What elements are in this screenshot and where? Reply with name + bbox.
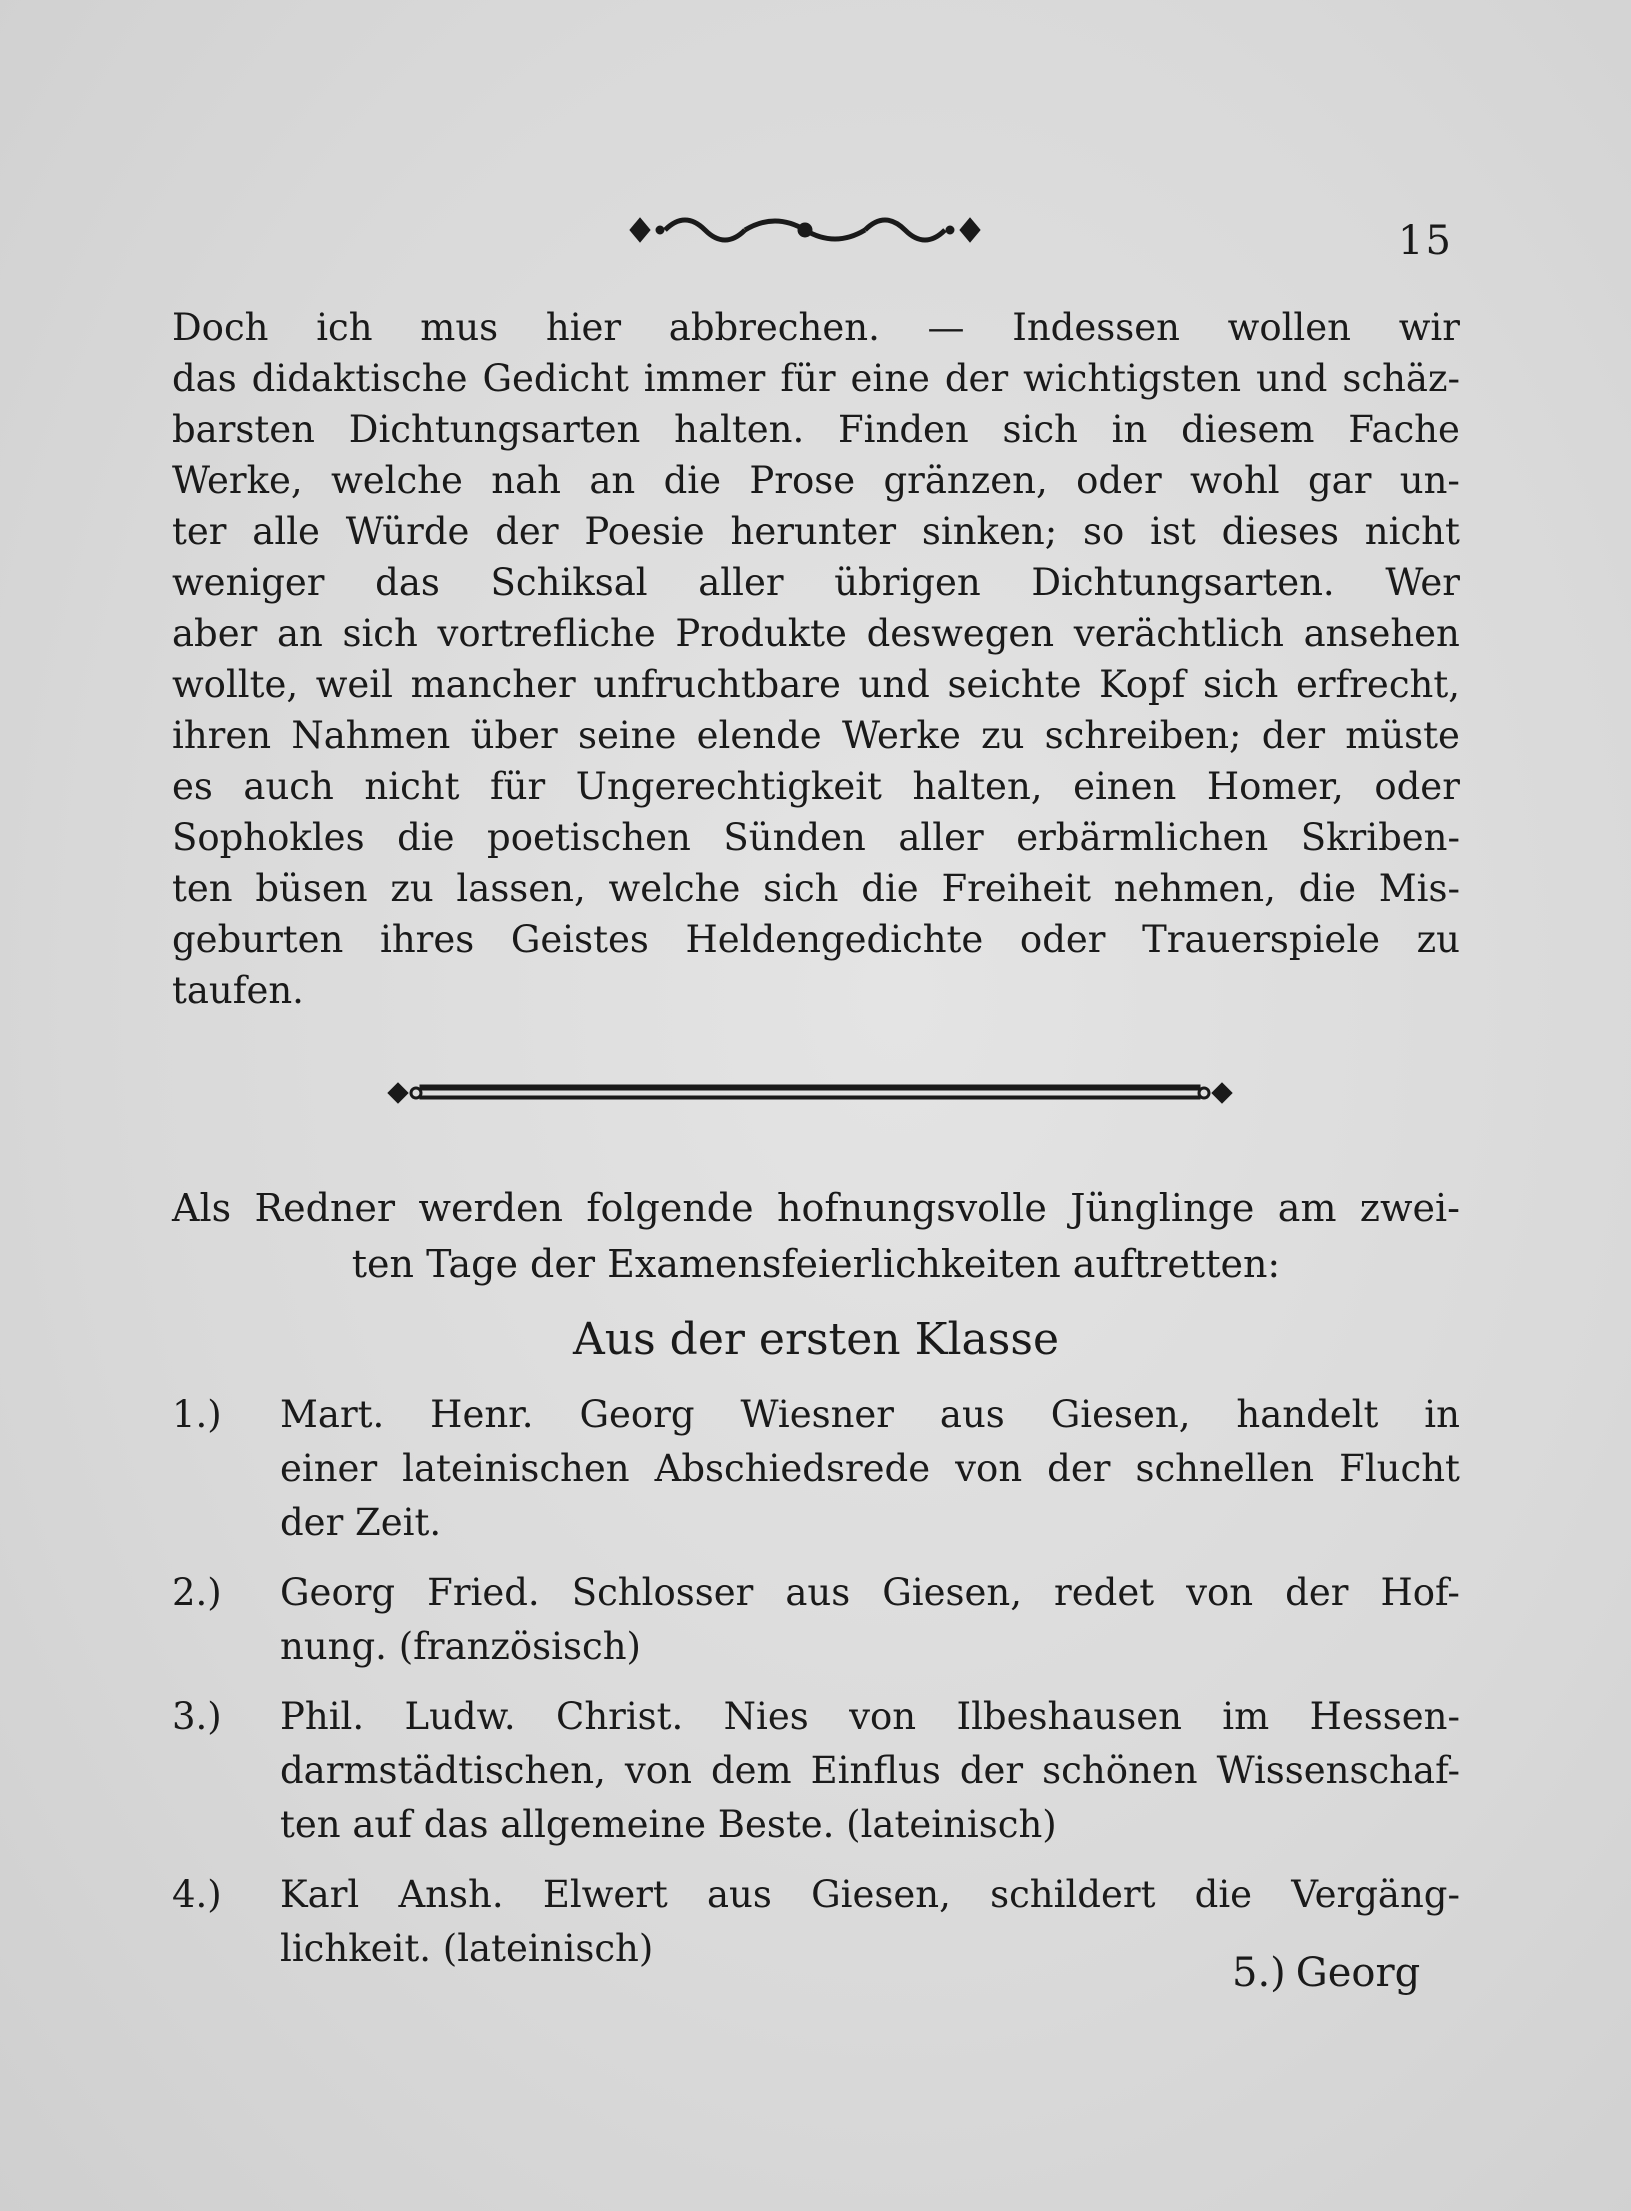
word: handelt [1236,1393,1379,1436]
entry-line-text: lichkeit. (lateinisch) [280,1927,654,1970]
word: Ilbeshausen [956,1695,1182,1738]
word: lateinischen [402,1447,630,1490]
word: im [1222,1695,1270,1738]
word: von [955,1447,1023,1490]
word: Giesen, [811,1873,951,1916]
paragraph-line [172,506,1460,557]
word: es [172,765,213,808]
word: der [959,1749,1024,1792]
paragraph-line-text: taufen. [172,969,304,1012]
word: an [589,459,636,502]
word: dieses [1221,510,1339,553]
paragraph-line [172,659,1460,710]
word: übrigen [834,561,981,604]
header-ornament [620,200,990,260]
word: zwei- [1359,1186,1460,1230]
word: folgende [586,1186,754,1230]
word: die [397,816,455,859]
word: Doch [172,306,269,349]
word: Mart. [280,1393,385,1436]
word: Ungerechtigkeit [575,765,882,808]
word: erbärmlichen [1016,816,1269,859]
word: Wiesner [740,1393,894,1436]
paragraph-line [172,353,1460,404]
word: Gedicht [482,357,629,400]
intro-line [172,1236,1460,1292]
word: Christ. [556,1695,684,1738]
word: schäz- [1342,357,1460,400]
word: der [1261,714,1326,757]
word: sich [1202,663,1279,706]
paragraph-line [172,404,1460,455]
word: die [1194,1873,1253,1916]
word: Jünglinge [1070,1186,1255,1230]
word: Schlosser [571,1571,754,1614]
word: aus [785,1571,851,1614]
word: sich [763,867,839,910]
word: Nies [723,1695,809,1738]
word: und [858,663,930,706]
word: nicht [364,765,460,808]
word: schönen [1042,1749,1198,1792]
word: verächtlich [1073,612,1284,655]
word: Nahmen [291,714,451,757]
word: Sophokles [172,816,365,859]
word: oder [1019,918,1106,961]
word: gränzen, [883,459,1048,502]
word: mus [420,306,499,349]
word: werden [418,1186,563,1230]
word: Hof- [1380,1571,1460,1614]
word: alle [252,510,320,553]
word: Kopf [1099,663,1186,706]
entry-number: 4.) [172,1873,222,1916]
word: un- [1399,459,1460,502]
word: das [172,357,237,400]
word: von [849,1695,917,1738]
word: sinken; [921,510,1058,553]
catchword-number: 5.) [1232,1950,1286,1996]
paragraph-line [172,965,1460,1016]
word: Finden [837,408,969,451]
word: Fried. [427,1571,540,1614]
word: herunter [730,510,897,553]
word: wollte, [172,663,299,706]
word: Vergäng- [1291,1873,1460,1916]
word: Phil. [280,1695,365,1738]
word: abbrechen. [668,306,880,349]
word: von [1186,1571,1254,1614]
word: sich [342,612,418,655]
word: eine [850,357,930,400]
entry-line [280,1868,1460,1922]
word: geburten [172,918,344,961]
word: welche [331,459,463,502]
entry-line-text: der Zeit. [280,1501,442,1544]
entry-line [280,1442,1460,1496]
word: vortrefliche [437,612,656,655]
word: diesem [1181,408,1315,451]
word: Giesen, [882,1571,1023,1614]
entry-line [280,1620,1460,1674]
paragraph-line [172,914,1460,965]
entry-body [280,1388,1460,1550]
word: deswegen [866,612,1055,655]
word: von [624,1749,692,1792]
word: Fache [1348,408,1460,451]
word: so [1083,510,1125,553]
word: ten [172,867,233,910]
word: Karl [280,1873,360,1916]
word: aus [939,1393,1005,1436]
word: Prose [749,459,856,502]
word: Elwert [542,1873,668,1916]
word: der [495,510,559,553]
word: müste [1345,714,1460,757]
word: Skriben- [1300,816,1460,859]
paragraph-line [172,302,1460,353]
word: seine [577,714,677,757]
word: seichte [947,663,1082,706]
word: die [1298,867,1357,910]
word: ansehen [1303,612,1460,655]
word: hier [545,306,622,349]
word: zu [1416,918,1460,961]
word: Als [172,1186,232,1230]
word: in [1424,1393,1460,1436]
word: wir [1398,306,1460,349]
word: Homer, [1206,765,1344,808]
entry-body [280,1690,1460,1852]
word: mancher [410,663,576,706]
word: Würde [345,510,470,553]
word: weil [315,663,393,706]
entry-line-text: ten auf das allgemeine Beste. (lateinisch) [280,1803,1057,1846]
entry-line [280,1744,1460,1798]
word: für [490,765,546,808]
word: Flucht [1339,1447,1460,1490]
word: Dichtungsarten. [1031,561,1335,604]
word: ihren [172,714,272,757]
word: Geistes [510,918,649,961]
word: am [1277,1186,1337,1230]
word: und [1256,357,1328,400]
word: lassen, [456,867,586,910]
word: büsen [255,867,368,910]
catchword [1222,1950,1420,1996]
word: aller [698,561,784,604]
word: wollen [1227,306,1351,349]
word: sich [1002,408,1078,451]
word: schnellen [1135,1447,1315,1490]
word: erfrecht, [1295,663,1460,706]
word: aller [898,816,984,859]
word: Ludw. [404,1695,516,1738]
word: über [470,714,558,757]
speakers-list [172,1388,1460,1992]
paragraph-line [172,710,1460,761]
word: der [1047,1447,1111,1490]
word: Indessen [1012,306,1180,349]
intro-line [172,1180,1460,1236]
word: einer [280,1447,378,1490]
word: Giesen, [1050,1393,1191,1436]
word: Produkte [675,612,847,655]
speaker-entry [172,1566,1460,1674]
word: Werke, [172,459,303,502]
word: in [1111,408,1148,451]
word: Werke [841,714,961,757]
word: dem [710,1749,792,1792]
word: — [927,306,965,349]
word: ter [172,510,227,553]
word: der [1285,1571,1349,1614]
word: Sünden [723,816,866,859]
word: barsten [172,408,316,451]
word: darmstädtischen, [280,1749,606,1792]
word: wichtigsten [1023,357,1242,400]
word: für [780,357,836,400]
word: ihres [380,918,475,961]
word: unfruchtbare [593,663,841,706]
word: Poesie [584,510,705,553]
paragraph-line [172,557,1460,608]
word: oder [1374,765,1460,808]
word: Freiheit [941,867,1091,910]
word: das [375,561,440,604]
word: poetischen [487,816,691,859]
word: weniger [172,561,325,604]
word: Trauerspiele [1142,918,1381,961]
page-number: 15 [1398,218,1453,264]
body-paragraph [172,302,1460,1016]
word: ich [316,306,373,349]
paragraph-line [172,761,1460,812]
entry-number: 3.) [172,1695,222,1738]
word: Georg [579,1393,695,1436]
word: wohl [1190,459,1280,502]
word: Wer [1385,561,1460,604]
entry-line [280,1798,1460,1852]
word: ist [1150,510,1196,553]
word: Einflus [810,1749,941,1792]
word: nah [491,459,561,502]
word: die [663,459,722,502]
word: Ansh. [398,1873,504,1916]
word: zu [981,714,1025,757]
word: Georg [280,1571,396,1614]
word: hofnungsvolle [777,1186,1047,1230]
word: halten. [674,408,805,451]
word: der [944,357,1009,400]
word: Hessen- [1309,1695,1460,1738]
word: Dichtungsarten [348,408,641,451]
word: gar [1307,459,1372,502]
word: nicht [1364,510,1460,553]
word: aber [172,612,258,655]
speaker-entry [172,1690,1460,1852]
word: Mis- [1378,867,1460,910]
paragraph-line [172,863,1460,914]
word: aus [707,1873,772,1916]
word: welche [608,867,741,910]
paragraph-line [172,608,1460,659]
speakers-intro [172,1180,1460,1292]
entry-line-text: nung. (französisch) [280,1625,641,1668]
word: elende [696,714,822,757]
word: nehmen, [1113,867,1276,910]
entry-body [280,1566,1460,1674]
entry-line [280,1388,1460,1442]
word: redet [1054,1571,1155,1614]
catchword-word: Georg [1295,1950,1421,1996]
word: Abschiedsrede [654,1447,931,1490]
entry-line [280,1566,1460,1620]
word: Heldengedichte [685,918,984,961]
entry-number: 2.) [172,1571,222,1614]
word: die [861,867,919,910]
speaker-entry [172,1388,1460,1550]
word: einen [1073,765,1177,808]
word: oder [1076,459,1162,502]
intro-line-text: ten Tage der Examensfeierlichkeiten auftretten: [351,1242,1281,1286]
word: halten, [912,765,1043,808]
entry-line [280,1496,1460,1550]
paragraph-line [172,812,1460,863]
section-heading: Aus der ersten Klasse [573,1314,1059,1365]
word: Wissenschaf- [1216,1749,1460,1792]
word: Schiksal [490,561,648,604]
word: zu [390,867,434,910]
word: immer [643,357,766,400]
word: Redner [254,1186,396,1230]
word: schildert [990,1873,1156,1916]
entry-line [280,1690,1460,1744]
word: auch [243,765,334,808]
word: Henr. [430,1393,534,1436]
word: an [276,612,323,655]
word: schreiben; [1044,714,1242,757]
word: didaktische [251,357,468,400]
paragraph-line [172,455,1460,506]
entry-number: 1.) [172,1393,222,1436]
section-divider-ornament [380,1068,1240,1118]
